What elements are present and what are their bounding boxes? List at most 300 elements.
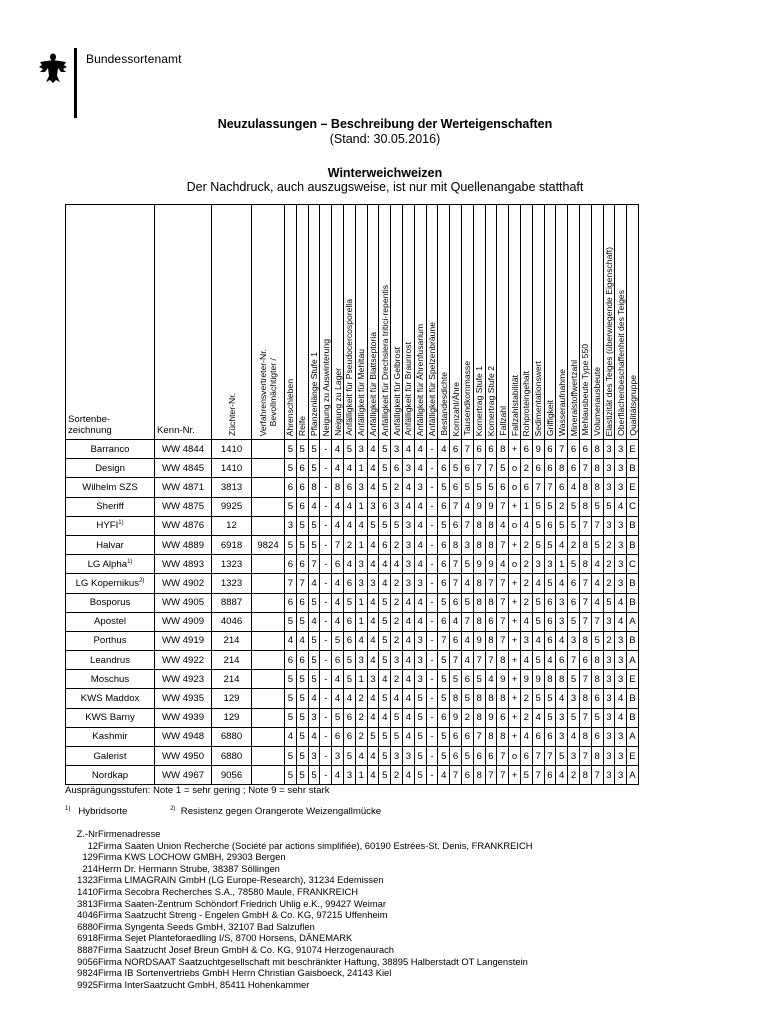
trait-value-cell: 5 bbox=[379, 689, 391, 708]
header-trait-label: Anfälligkeit für Drechslera tritici-repentis bbox=[379, 284, 390, 436]
address-item bbox=[74, 979, 533, 991]
address-item bbox=[74, 898, 533, 910]
trait-value-cell: 5 bbox=[343, 747, 355, 766]
trait-value-cell: 5 bbox=[285, 670, 297, 689]
header-trait bbox=[556, 205, 568, 440]
trait-value-cell: 5 bbox=[461, 689, 473, 708]
trait-value-cell: - bbox=[320, 555, 332, 574]
trait-value-cell: 3 bbox=[615, 651, 627, 670]
trait-value-cell: 3 bbox=[603, 478, 615, 497]
header-trait bbox=[379, 205, 391, 440]
bevollm-nr-cell bbox=[252, 670, 285, 689]
variety-name-cell bbox=[66, 516, 155, 535]
trait-value-cell: 5 bbox=[343, 670, 355, 689]
trait-value-cell: + bbox=[509, 631, 521, 650]
trait-value-cell: 4 bbox=[414, 516, 426, 535]
trait-value-cell: 5 bbox=[438, 478, 450, 497]
trait-value-cell: 6 bbox=[473, 440, 485, 459]
kenn-nr-cell: WW 4948 bbox=[155, 727, 212, 746]
header-trait-label: Fallzahl bbox=[497, 406, 508, 436]
trait-value-cell: 3 bbox=[603, 727, 615, 746]
trait-value-cell: 6 bbox=[568, 459, 580, 478]
trait-value-cell: 8 bbox=[579, 766, 591, 785]
trait-value-cell: 6 bbox=[450, 631, 462, 650]
trait-value-cell: 5 bbox=[285, 766, 297, 785]
trait-value-cell: - bbox=[426, 689, 438, 708]
trait-value-cell: 5 bbox=[296, 440, 308, 459]
trait-value-cell: 6 bbox=[438, 535, 450, 554]
trait-value-cell: 5 bbox=[379, 516, 391, 535]
trait-value-cell: 6 bbox=[379, 497, 391, 516]
trait-value-cell: 8 bbox=[591, 747, 603, 766]
trait-value-cell: 7 bbox=[461, 612, 473, 631]
address-text: Firma Syngenta Seeds GmbH, 32107 Bad Salzuflen bbox=[98, 920, 315, 932]
header-sorte bbox=[66, 205, 155, 440]
trait-value-cell: 3 bbox=[603, 708, 615, 727]
trait-value-cell: + bbox=[509, 440, 521, 459]
trait-value-cell: 4 bbox=[556, 766, 568, 785]
header-trait bbox=[627, 205, 639, 440]
trait-value-cell: 3 bbox=[603, 516, 615, 535]
trait-value-cell: 1 bbox=[355, 459, 367, 478]
trait-value-cell: 6 bbox=[461, 766, 473, 785]
trait-value-cell: 7 bbox=[532, 478, 544, 497]
address-text: Firma Secobra Recherches S.A., 78580 Maule, FRANKREICH bbox=[98, 885, 358, 897]
trait-value-cell: 6 bbox=[332, 727, 344, 746]
zuechter-nr-cell: 6880 bbox=[212, 727, 252, 746]
trait-value-cell: - bbox=[426, 535, 438, 554]
address-item bbox=[74, 967, 533, 979]
trait-value-cell: - bbox=[426, 555, 438, 574]
header-trait bbox=[591, 205, 603, 440]
trait-value-cell: 2 bbox=[391, 478, 403, 497]
bevollm-nr-cell bbox=[252, 459, 285, 478]
trait-value-cell: 7 bbox=[497, 766, 509, 785]
trait-value-cell: o bbox=[509, 516, 521, 535]
variety-name-cell bbox=[66, 574, 155, 593]
trait-value-cell: 6 bbox=[438, 574, 450, 593]
trait-value-cell: - bbox=[426, 478, 438, 497]
trait-value-cell: 4 bbox=[343, 459, 355, 478]
trait-value-cell: 5 bbox=[414, 747, 426, 766]
trait-value-cell: 7 bbox=[450, 555, 462, 574]
trait-value-cell: 4 bbox=[461, 497, 473, 516]
header-trait bbox=[296, 205, 308, 440]
trait-value-cell: 7 bbox=[450, 574, 462, 593]
bevollm-nr-cell bbox=[252, 516, 285, 535]
trait-value-cell: 3 bbox=[402, 535, 414, 554]
trait-value-cell: 8 bbox=[485, 689, 497, 708]
header-trait bbox=[332, 205, 344, 440]
variety-name-cell bbox=[66, 478, 155, 497]
zuechter-nr-cell: 9056 bbox=[212, 766, 252, 785]
trait-value-cell: 4 bbox=[379, 670, 391, 689]
trait-value-cell: 8 bbox=[556, 459, 568, 478]
trait-value-cell: 4 bbox=[520, 651, 532, 670]
trait-value-cell: B bbox=[627, 593, 639, 612]
trait-value-cell: 4 bbox=[556, 631, 568, 650]
trait-value-cell: 4 bbox=[343, 689, 355, 708]
trait-value-cell: 5 bbox=[296, 612, 308, 631]
trait-value-cell: 4 bbox=[367, 440, 379, 459]
trait-value-cell: 7 bbox=[579, 670, 591, 689]
bevollm-nr-cell bbox=[252, 574, 285, 593]
trait-value-cell: 5 bbox=[497, 459, 509, 478]
trait-value-cell: 4 bbox=[402, 440, 414, 459]
variety-name-cell bbox=[66, 555, 155, 574]
trait-value-cell: 6 bbox=[438, 612, 450, 631]
trait-value-cell: 9 bbox=[532, 440, 544, 459]
trait-value-cell: 4 bbox=[296, 631, 308, 650]
trait-value-cell: - bbox=[320, 440, 332, 459]
address-nr: 6918 bbox=[77, 932, 98, 944]
kenn-nr-cell: WW 4902 bbox=[155, 574, 212, 593]
variety-name-cell bbox=[66, 440, 155, 459]
trait-value-cell: 3 bbox=[568, 747, 580, 766]
trait-value-cell: 2 bbox=[603, 535, 615, 554]
trait-value-cell: 5 bbox=[285, 535, 297, 554]
bevollm-nr-cell bbox=[252, 612, 285, 631]
variety-name: KWS Barny bbox=[85, 712, 135, 724]
trait-value-cell: 3 bbox=[343, 766, 355, 785]
copyright-notice: Der Nachdruck, auch auszugsweise, ist nur mit Quellenangabe statthaft bbox=[186, 180, 584, 194]
header-trait bbox=[473, 205, 485, 440]
trait-value-cell: B bbox=[627, 631, 639, 650]
table-row bbox=[66, 631, 639, 650]
breeder-address-list bbox=[74, 828, 533, 990]
trait-value-cell: 2 bbox=[603, 574, 615, 593]
kenn-nr-cell: WW 4889 bbox=[155, 535, 212, 554]
zuechter-nr-cell: 8887 bbox=[212, 593, 252, 612]
header-trait-label: Mehlausbeute Type 550 bbox=[580, 344, 591, 436]
trait-value-cell: 4 bbox=[355, 747, 367, 766]
trait-value-cell: 8 bbox=[579, 535, 591, 554]
trait-value-cell: 8 bbox=[579, 478, 591, 497]
zuechter-nr-cell: 6880 bbox=[212, 747, 252, 766]
trait-value-cell: 8 bbox=[579, 689, 591, 708]
trait-value-cell: 9 bbox=[532, 670, 544, 689]
trait-value-cell: - bbox=[426, 440, 438, 459]
trait-value-cell: 5 bbox=[285, 497, 297, 516]
trait-value-cell: + bbox=[509, 593, 521, 612]
trait-value-cell: 5 bbox=[296, 747, 308, 766]
trait-value-cell: o bbox=[509, 747, 521, 766]
trait-value-cell: 2 bbox=[355, 727, 367, 746]
trait-value-cell: 4 bbox=[367, 747, 379, 766]
trait-value-cell: 4 bbox=[615, 497, 627, 516]
trait-value-cell: 9 bbox=[485, 708, 497, 727]
trait-value-cell: 8 bbox=[485, 631, 497, 650]
trait-value-cell: 6 bbox=[296, 459, 308, 478]
trait-value-cell: 5 bbox=[532, 535, 544, 554]
header-trait-label: Mineralstoffwertzahl bbox=[568, 359, 579, 436]
trait-value-cell: 6 bbox=[544, 516, 556, 535]
trait-value-cell: 6 bbox=[568, 440, 580, 459]
kenn-nr-cell: WW 4871 bbox=[155, 478, 212, 497]
trait-value-cell: 4 bbox=[367, 612, 379, 631]
trait-value-cell: 7 bbox=[579, 574, 591, 593]
trait-value-cell: 5 bbox=[556, 747, 568, 766]
header-trait-label: Kornertrag Stufe 1 bbox=[474, 365, 485, 436]
trait-value-cell: 3 bbox=[402, 516, 414, 535]
header-trait-label: Fallzahlstabilität bbox=[509, 374, 520, 436]
trait-value-cell: + bbox=[509, 651, 521, 670]
trait-value-cell: 4 bbox=[367, 593, 379, 612]
header-sorte-label: Sortenbe- zeichnung bbox=[68, 414, 112, 436]
trait-value-cell: 4 bbox=[615, 689, 627, 708]
trait-value-cell: B bbox=[627, 708, 639, 727]
trait-value-cell: 7 bbox=[473, 459, 485, 478]
zuechter-nr-cell: 1323 bbox=[212, 555, 252, 574]
trait-value-cell: 7 bbox=[473, 727, 485, 746]
trait-value-cell: 4 bbox=[379, 574, 391, 593]
trait-value-cell: 5 bbox=[379, 612, 391, 631]
trait-value-cell: 4 bbox=[402, 689, 414, 708]
address-item bbox=[74, 863, 533, 875]
trait-value-cell: 5 bbox=[591, 631, 603, 650]
kenn-nr-cell: WW 4893 bbox=[155, 555, 212, 574]
trait-value-cell: 3 bbox=[603, 459, 615, 478]
trait-value-cell: 2 bbox=[391, 535, 403, 554]
trait-value-cell: 4 bbox=[379, 555, 391, 574]
trait-value-cell: 3 bbox=[556, 593, 568, 612]
trait-value-cell: o bbox=[509, 459, 521, 478]
kenn-nr-cell: WW 4905 bbox=[155, 593, 212, 612]
variety-name: Galerist bbox=[93, 750, 127, 762]
trait-value-cell: B bbox=[627, 535, 639, 554]
trait-value-cell: 7 bbox=[461, 440, 473, 459]
trait-value-cell: 5 bbox=[450, 459, 462, 478]
trait-value-cell: 5 bbox=[438, 747, 450, 766]
variety-name: LG Alpha bbox=[87, 558, 128, 570]
address-nr: Z.-Nr bbox=[76, 828, 98, 839]
header-trait-label: Ährenschieben bbox=[285, 378, 296, 436]
trait-value-cell: 5 bbox=[285, 708, 297, 727]
trait-value-cell: 6 bbox=[591, 727, 603, 746]
trait-value-cell: 5 bbox=[414, 708, 426, 727]
kenn-nr-cell: WW 4909 bbox=[155, 612, 212, 631]
trait-value-cell: A bbox=[627, 612, 639, 631]
trait-value-cell: 5 bbox=[473, 478, 485, 497]
trait-value-cell: 4 bbox=[332, 516, 344, 535]
trait-value-cell: 4 bbox=[544, 651, 556, 670]
trait-value-cell: 4 bbox=[520, 516, 532, 535]
header-trait-label: Elastizität des Teiges (überwiegende Eigenschaft) bbox=[603, 246, 614, 436]
trait-value-cell: - bbox=[426, 651, 438, 670]
trait-value-cell: 4 bbox=[367, 631, 379, 650]
scale-legend: Ausprägungsstufen: Note 1 = sehr gering ; Note 9 = sehr stark bbox=[65, 785, 330, 796]
trait-value-cell: 3 bbox=[568, 631, 580, 650]
trait-value-cell: 3 bbox=[520, 631, 532, 650]
trait-value-cell: 2 bbox=[520, 708, 532, 727]
trait-value-cell: 4 bbox=[402, 708, 414, 727]
header-trait-label: Bestandesdichte bbox=[438, 372, 449, 436]
trait-value-cell: 4 bbox=[308, 612, 320, 631]
trait-value-cell: 4 bbox=[343, 555, 355, 574]
trait-value-cell: 7 bbox=[532, 747, 544, 766]
variety-name: Porthus bbox=[93, 635, 127, 647]
header-trait bbox=[414, 205, 426, 440]
trait-value-cell: 4 bbox=[402, 631, 414, 650]
trait-value-cell: 7 bbox=[332, 535, 344, 554]
trait-value-cell: 8 bbox=[485, 535, 497, 554]
trait-value-cell: 4 bbox=[285, 727, 297, 746]
address-text: Herrn Dr. Hermann Strube, 38387 Söllingen bbox=[98, 862, 280, 874]
trait-value-cell: 4 bbox=[343, 497, 355, 516]
trait-value-cell: 8 bbox=[450, 535, 462, 554]
variety-footnote-mark: 1) bbox=[127, 558, 133, 565]
trait-value-cell: - bbox=[426, 708, 438, 727]
trait-value-cell: 4 bbox=[367, 708, 379, 727]
trait-value-cell: 3 bbox=[615, 459, 627, 478]
zuechter-nr-cell: 3813 bbox=[212, 478, 252, 497]
header-trait-label: Anfälligkeit für Braunrost bbox=[403, 342, 414, 436]
trait-value-cell: 6 bbox=[438, 497, 450, 516]
trait-value-cell: 9 bbox=[473, 555, 485, 574]
trait-value-cell: 4 bbox=[414, 440, 426, 459]
trait-value-cell: 7 bbox=[497, 574, 509, 593]
trait-value-cell: - bbox=[320, 459, 332, 478]
trait-value-cell: 5 bbox=[591, 708, 603, 727]
header-trait-label: Anfälligkeit für Blattseptoria bbox=[367, 331, 378, 436]
trait-value-cell: 8 bbox=[485, 593, 497, 612]
trait-value-cell: 4 bbox=[308, 497, 320, 516]
trait-value-cell: 4 bbox=[367, 766, 379, 785]
trait-value-cell: 2 bbox=[391, 612, 403, 631]
trait-value-cell: B bbox=[627, 574, 639, 593]
trait-value-cell: - bbox=[320, 574, 332, 593]
trait-value-cell: 3 bbox=[355, 574, 367, 593]
trait-value-cell: 4 bbox=[391, 555, 403, 574]
trait-value-cell: 4 bbox=[414, 593, 426, 612]
address-nr: 9824 bbox=[77, 967, 98, 979]
trait-value-cell: 4 bbox=[520, 612, 532, 631]
trait-value-cell: 6 bbox=[450, 440, 462, 459]
variety-name: Sheriff bbox=[96, 501, 124, 513]
trait-value-cell: 7 bbox=[568, 651, 580, 670]
trait-value-cell: 3 bbox=[615, 670, 627, 689]
header-trait-label: Sedimentationswert bbox=[533, 360, 544, 436]
trait-value-cell: 6 bbox=[296, 651, 308, 670]
header-trait bbox=[520, 205, 532, 440]
trait-value-cell: 8 bbox=[497, 689, 509, 708]
zuechter-nr-cell: 214 bbox=[212, 670, 252, 689]
trait-value-cell: 5 bbox=[414, 766, 426, 785]
trait-value-cell: 4 bbox=[568, 727, 580, 746]
trait-value-cell: 4 bbox=[497, 516, 509, 535]
header-trait bbox=[391, 205, 403, 440]
trait-value-cell: - bbox=[320, 516, 332, 535]
trait-value-cell: 3 bbox=[367, 497, 379, 516]
bevollm-nr-cell bbox=[252, 497, 285, 516]
trait-value-cell: 3 bbox=[544, 555, 556, 574]
trait-value-cell: - bbox=[320, 747, 332, 766]
zuechter-nr-cell: 9925 bbox=[212, 497, 252, 516]
trait-value-cell: E bbox=[627, 478, 639, 497]
trait-value-cell: E bbox=[627, 440, 639, 459]
variety-name-cell bbox=[66, 689, 155, 708]
header-trait bbox=[579, 205, 591, 440]
trait-value-cell: B bbox=[627, 516, 639, 535]
trait-value-cell: 7 bbox=[591, 516, 603, 535]
trait-value-cell: 5 bbox=[556, 516, 568, 535]
table-row bbox=[66, 727, 639, 746]
header-trait bbox=[485, 205, 497, 440]
trait-value-cell: 3 bbox=[355, 440, 367, 459]
trait-value-cell: 7 bbox=[556, 440, 568, 459]
header-trait-label: Kornzahl/Ähre bbox=[450, 381, 461, 436]
trait-value-cell: 7 bbox=[544, 747, 556, 766]
trait-value-cell: 8 bbox=[473, 516, 485, 535]
trait-value-cell: 5 bbox=[285, 689, 297, 708]
trait-value-cell: 9 bbox=[520, 670, 532, 689]
trait-value-cell: 4 bbox=[402, 766, 414, 785]
trait-value-cell: 6 bbox=[544, 766, 556, 785]
trait-value-cell: 5 bbox=[568, 516, 580, 535]
trait-value-cell: 5 bbox=[544, 535, 556, 554]
trait-value-cell: 6 bbox=[343, 631, 355, 650]
trait-value-cell: 6 bbox=[461, 727, 473, 746]
address-nr: 8887 bbox=[77, 943, 98, 955]
variety-name-cell bbox=[66, 670, 155, 689]
table-row bbox=[66, 516, 639, 535]
trait-value-cell: 5 bbox=[308, 631, 320, 650]
trait-value-cell: 6 bbox=[556, 478, 568, 497]
trait-value-cell: 5 bbox=[532, 689, 544, 708]
footnote-1: $^{1)}$ Hybridsorte bbox=[65, 806, 128, 818]
document-title: Neuzulassungen – Beschreibung der Werteigenschaften bbox=[217, 117, 553, 131]
trait-value-cell: 4 bbox=[367, 651, 379, 670]
trait-value-cell: 6 bbox=[485, 612, 497, 631]
trait-value-cell: 8 bbox=[591, 478, 603, 497]
kenn-nr-cell: WW 4967 bbox=[155, 766, 212, 785]
trait-value-cell: 7 bbox=[579, 612, 591, 631]
trait-value-cell: 5 bbox=[532, 497, 544, 516]
bevollm-nr-cell bbox=[252, 593, 285, 612]
trait-value-cell: + bbox=[509, 670, 521, 689]
trait-value-cell: 4 bbox=[402, 593, 414, 612]
trait-value-cell: 8 bbox=[473, 689, 485, 708]
trait-value-cell: + bbox=[509, 727, 521, 746]
variety-name-cell bbox=[66, 651, 155, 670]
trait-value-cell: 3 bbox=[615, 631, 627, 650]
trait-value-cell: 7 bbox=[497, 612, 509, 631]
table-row bbox=[66, 459, 639, 478]
address-text: Firma InterSaatzucht GmbH, 85411 Hohenkammer bbox=[98, 978, 310, 990]
trait-value-cell: 3 bbox=[367, 574, 379, 593]
trait-value-cell: 2 bbox=[391, 670, 403, 689]
trait-value-cell: - bbox=[320, 478, 332, 497]
trait-value-cell: 4 bbox=[615, 612, 627, 631]
trait-value-cell: 7 bbox=[485, 574, 497, 593]
trait-value-cell: 5 bbox=[591, 497, 603, 516]
trait-value-cell: 5 bbox=[285, 612, 297, 631]
trait-value-cell: 5 bbox=[544, 708, 556, 727]
header-trait-label: Griffigkeit bbox=[544, 399, 555, 436]
trait-value-cell: 4 bbox=[402, 612, 414, 631]
table-row bbox=[66, 747, 639, 766]
crop-title: Winterweichweizen bbox=[327, 166, 443, 180]
trait-value-cell: 5 bbox=[485, 478, 497, 497]
trait-value-cell: 3 bbox=[603, 651, 615, 670]
trait-value-cell: 6 bbox=[544, 612, 556, 631]
zuechter-nr-cell: 1410 bbox=[212, 459, 252, 478]
trait-value-cell: 5 bbox=[450, 670, 462, 689]
trait-value-cell: 5 bbox=[332, 631, 344, 650]
trait-value-cell: 8 bbox=[579, 631, 591, 650]
trait-value-cell: 3 bbox=[402, 747, 414, 766]
address-item bbox=[74, 851, 533, 863]
